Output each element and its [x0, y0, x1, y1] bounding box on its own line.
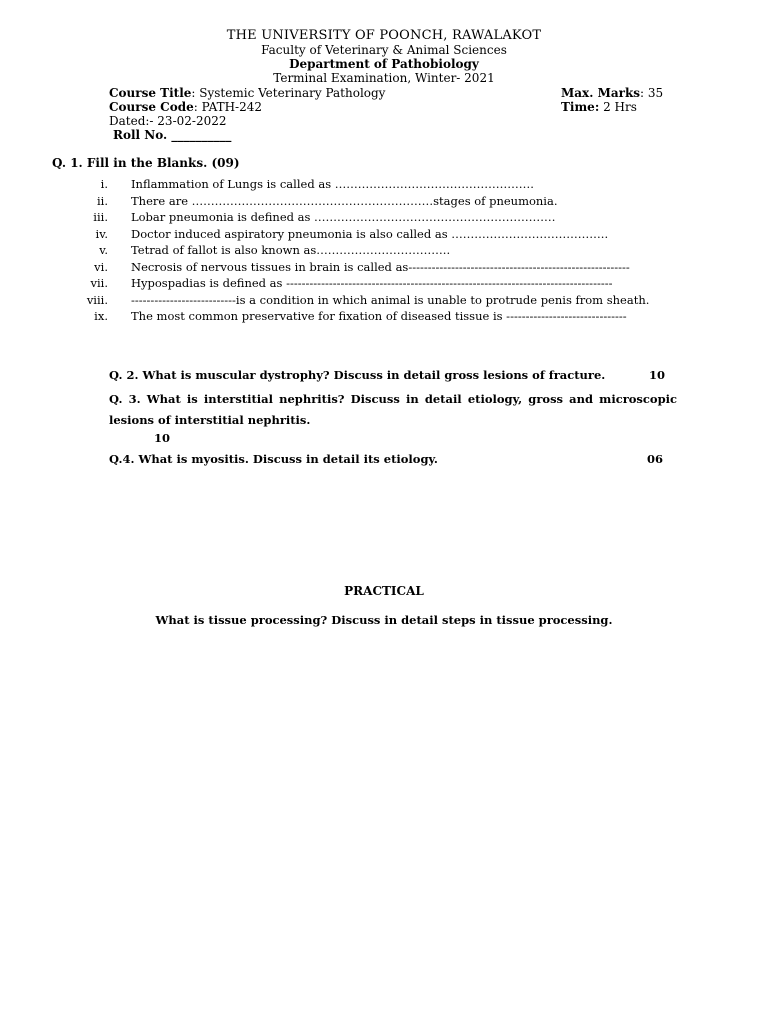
list-item [60, 226, 678, 242]
time-value: 2 Hrs [599, 100, 637, 114]
roll-blank: __________ [167, 128, 232, 142]
time-label: Time: [561, 100, 600, 114]
q1-heading: Q. 1. Fill in the Blanks. (09) [52, 156, 240, 170]
course-title-value: : Systemic Veterinary Pathology [191, 86, 386, 100]
faculty-name: Faculty of Veterinary & Animal Sciences [261, 43, 507, 57]
list-item [60, 193, 678, 209]
item-number: i. [100, 177, 108, 191]
item-text: Inflammation of Lungs is called as ……………………………………………. [131, 177, 534, 191]
course-code-label: Course Code [109, 100, 194, 114]
university-name: THE UNIVERSITY OF POONCH, RAWALAKOT [226, 28, 542, 43]
item-text: Necrosis of nervous tissues in brain is called as--------------------------------------------------------- [131, 259, 630, 274]
department-name: Department of Pathobiology [289, 57, 479, 71]
question-4 [109, 452, 677, 466]
practical-task: What is tissue processing? Discuss in detail steps in tissue processing. [155, 613, 613, 627]
item-number: ix. [94, 309, 108, 323]
list-item [60, 308, 678, 324]
max-marks-value: : 35 [640, 86, 664, 100]
question-3-text: Q. 3. What is interstitial nephritis? Discuss in detail etiology, gross and microscopic lesions of interstitial nephritis. [109, 392, 677, 427]
list-item [60, 275, 678, 291]
max-marks-label: Max. Marks [561, 86, 641, 100]
exam-date: Dated:- 23-02-2022 [109, 114, 227, 128]
question-3-marks: 10 [154, 431, 171, 445]
exam-title: Terminal Examination, Winter- 2021 [273, 71, 495, 85]
item-number: ii. [96, 193, 108, 208]
fill-blanks-list [60, 176, 678, 325]
item-number: viii. [86, 292, 108, 307]
course-title [109, 86, 385, 100]
item-text: Lobar pneumonia is defined as ……………………………………………………… [131, 210, 556, 224]
item-number: vii. [90, 276, 108, 290]
question-4-marks: 06 [646, 452, 663, 466]
max-marks [561, 86, 663, 100]
item-text: ---------------------------is a condition in which animal is unable to protrude penis from sheath. [131, 292, 650, 307]
roll-number [113, 128, 231, 142]
item-number: vi. [94, 259, 108, 274]
course-code-value: : PATH-242 [193, 100, 263, 114]
item-number: iv. [95, 226, 108, 241]
item-number: iii. [93, 210, 108, 224]
question-2-marks: 10 [648, 368, 665, 382]
list-item [60, 292, 678, 308]
question-2 [109, 368, 677, 382]
item-number: v. [99, 243, 108, 257]
course-title-label: Course Title [109, 86, 192, 100]
item-text: Tetrad of fallot is also known as…………………………….. [131, 243, 451, 257]
question-2-text: Q. 2. What is muscular dystrophy? Discuss in detail gross lesions of fracture. [109, 368, 606, 382]
exam-time [561, 100, 637, 114]
item-text: Hypospadias is defined as ------------------------------------------------------------------------------------ [131, 276, 613, 290]
list-item [60, 259, 678, 275]
item-text: There are ………………………………………………………stages of pneumonia. [131, 193, 558, 208]
course-code [109, 100, 262, 114]
list-item [60, 242, 678, 258]
question-4-text: Q.4. What is myositis. Discuss in detail its etiology. [109, 452, 438, 466]
roll-label: Roll No. [113, 128, 168, 142]
item-text: Doctor induced aspiratory pneumonia is also called as ………………………………….. [131, 226, 609, 241]
list-item [60, 176, 678, 192]
list-item [60, 209, 678, 225]
item-text: The most common preservative for fixation of diseased tissue is ------------------------------- [131, 309, 627, 323]
practical-heading: PRACTICAL [344, 584, 424, 598]
